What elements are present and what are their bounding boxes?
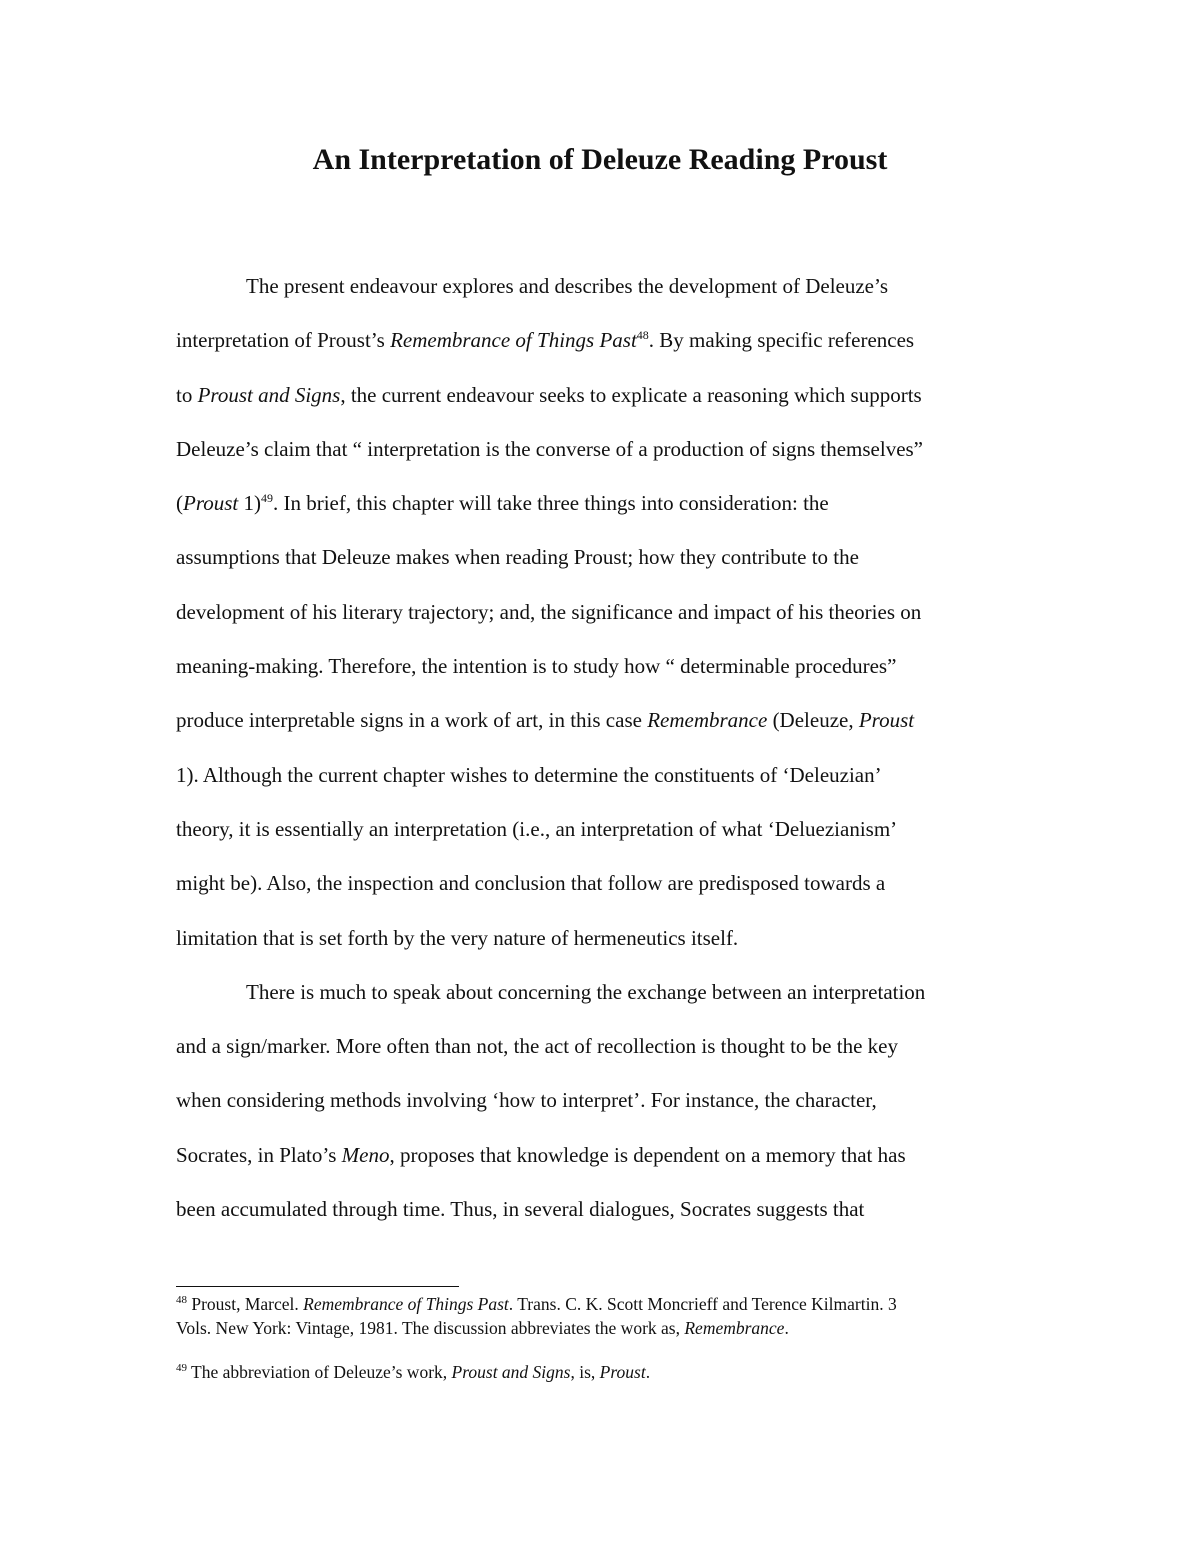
footnote-line [187,1294,897,1314]
text-run: Socrates, in Plato’s [176,1142,342,1167]
text-run: . Trans. C. K. Scott Moncrieff and Terence Kilmartin. 3 [508,1294,897,1314]
text-line [176,693,1024,747]
italic-title: Proust [858,708,915,733]
text-run: Deleuze’s claim that “ interpretation is the converse of a production of signs themselves” [176,436,924,461]
text-run: , proposes that knowledge is dependent on a memory that has [389,1142,906,1167]
italic-title: Proust and Signs [197,382,341,407]
footnote-reference: 48 [636,328,649,343]
text-line [176,1073,1024,1127]
text-line [176,422,1024,476]
text-run: development of his literary trajectory; and, the significance and impact of his theories on [176,599,922,624]
text-line [176,1128,1024,1182]
text-line [176,639,1024,693]
footnote [176,1292,1024,1340]
italic-title: Remembrance of Things Past [390,328,637,353]
text-line [176,1182,1024,1236]
text-run: limitation that is set forth by the very nature of hermeneutics itself. [176,925,739,950]
italic-title: Remembrance [647,708,768,733]
text-line [176,911,1024,965]
document-title: An Interpretation of Deleuze Reading Proust [312,143,888,176]
text-run: and a sign/marker. More often than not, the act of recollection is thought to be the key [176,1034,898,1059]
text-line [176,313,1024,367]
text-line [176,530,1024,584]
text-run: (Deleuze, [767,708,859,733]
text-line [176,368,1024,422]
text-run: ( [176,491,183,516]
text-run: The present endeavour explores and describes the development of Deleuze’s [246,274,888,298]
text-run: meaning-making. Therefore, the intention is to study how “ determinable procedures” [176,654,897,679]
footnotes [176,1292,1024,1384]
text-line [176,259,1024,313]
footnote-number: 49 [176,1362,187,1375]
text-run: might be). Also, the inspection and conclusion that follow are predisposed towards a [176,871,886,896]
paragraph [176,259,1024,965]
italic-title: Meno [341,1142,390,1167]
text-run: There is much to speak about concerning the exchange between an interpretation [246,979,926,1004]
text-run: been accumulated through time. Thus, in several dialogues, Socrates suggests that [176,1197,865,1222]
footnote-number: 48 [176,1294,187,1307]
text-run: The abbreviation of Deleuze’s work, [187,1362,452,1382]
italic-title: Proust and Signs [451,1362,571,1382]
italic-title: Remembrance of Things Past [303,1294,509,1314]
text-run: Proust, Marcel. [187,1294,304,1314]
text-run: 1) [238,491,261,516]
footnote-line [176,1316,1024,1340]
footnote-line [187,1362,650,1382]
paragraph [176,965,1024,1236]
text-run: assumptions that Deleuze makes when reading Proust; how they contribute to the [176,545,859,570]
text-run: , is, [570,1362,600,1382]
italic-title: Proust [183,491,239,516]
text-run: . [784,1318,789,1338]
text-line [176,585,1024,639]
text-run: interpretation of Proust’s [176,328,391,353]
text-line [176,802,1024,856]
italic-title: Proust [599,1362,646,1382]
italic-title: Remembrance [684,1318,785,1338]
text-run: produce interpretable signs in a work of art, in this case [176,708,648,733]
text-line [176,476,1024,530]
text-run: , the current endeavour seeks to explicate a reasoning which supports [340,382,922,407]
text-run: 1). Although the current chapter wishes to determine the constituents of ‘Deleuzian’ [176,762,882,787]
text-line [176,1019,1024,1073]
text-run: . [645,1362,651,1382]
text-run: when considering methods involving ‘how to interpret’. For instance, the character, [176,1088,877,1113]
footnote [176,1360,1024,1384]
text-run: . By making specific references [648,328,915,353]
text-run: theory, it is essentially an interpretation (i.e., an interpretation of what ‘Deluezianism’ [176,816,898,841]
text-line [176,856,1024,910]
text-run: Vols. New York: Vintage, 1981. The discussion abbreviates the work as, [176,1318,685,1338]
text-run: . In brief, this chapter will take three things into consideration: the [272,491,829,516]
text-line [176,965,1024,1019]
text-line [176,748,1024,802]
footnote-reference: 49 [260,491,273,506]
body-text [176,259,1024,1236]
text-run: to [176,382,198,407]
footnote-separator [176,1286,459,1287]
